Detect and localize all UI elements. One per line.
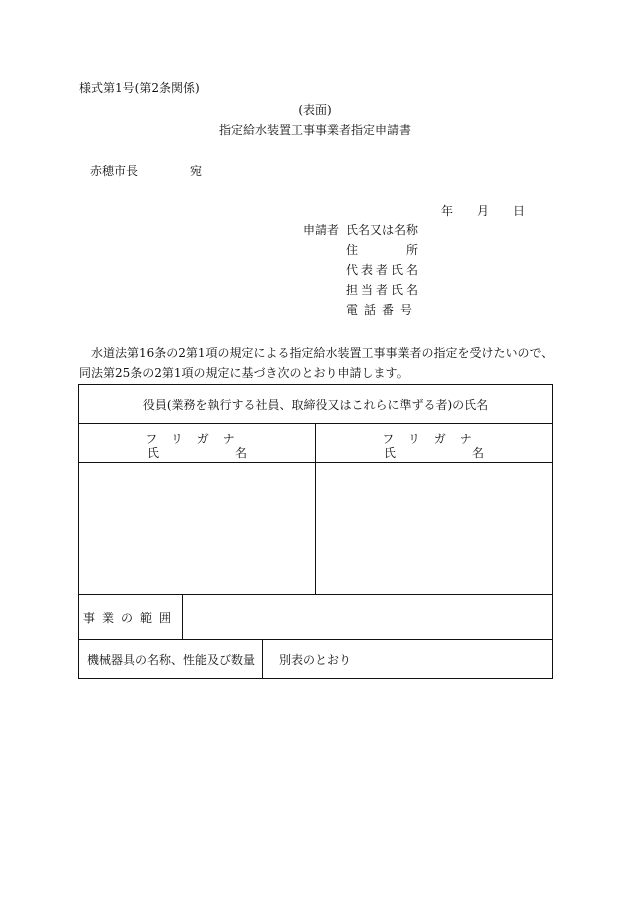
date-line [441,203,525,219]
field-representative: 代表者氏名 [346,263,422,277]
surname-label-left: 氏 [147,446,160,460]
field-contact: 担当者氏名 [346,283,422,297]
form-number: 様式第1号(第2条関係) [79,81,200,95]
given-name-label-right: 名 [471,446,484,460]
equipment-value: 別表のとおり [263,640,553,679]
officer-column-left [79,424,316,463]
officer-names-right-cell[interactable] [316,463,553,595]
officer-names-left-cell[interactable] [79,463,316,595]
given-name-label-left: 名 [234,446,247,460]
date-day: 日 [513,204,526,218]
addressee [90,163,202,179]
equipment-label: 機械器具の名称、性能及び数量 [79,640,263,679]
applicant-label: 申請者 [303,223,340,237]
officers-table [78,384,553,679]
application-statement: 水道法第16条の2第1項の規定による指定給水装置工事事業者の指定を受けたいので、同法第25条の2第1項の規定に基づき次のとおり申請します。 [79,346,554,380]
addressee-name: 赤穂市長 [90,164,139,178]
form-side-label: (表面) [298,103,332,117]
scope-label: 事業の範囲 [79,595,183,640]
applicant-fields [346,222,421,322]
surname-label-right: 氏 [384,446,397,460]
officers-header: 役員(業務を執行する社員、取締役又はこれらに準ずる者)の氏名 [79,385,553,424]
field-address [346,242,418,262]
field-phone: 電話番号 [346,303,419,317]
furigana-label-right: フリガナ [382,432,486,446]
document-title: 指定給水装置工事事業者指定申請書 [218,123,411,137]
scope-value-cell[interactable] [183,595,553,640]
addressee-suffix: 宛 [190,164,203,178]
field-address-char-2: 所 [405,243,418,257]
date-year: 年 [441,204,454,218]
officer-column-right [316,424,553,463]
furigana-label-left: フリガナ [145,432,249,446]
date-month: 月 [477,204,490,218]
field-name: 氏名又は名称 [346,223,419,237]
field-address-char-1: 住 [346,243,359,257]
